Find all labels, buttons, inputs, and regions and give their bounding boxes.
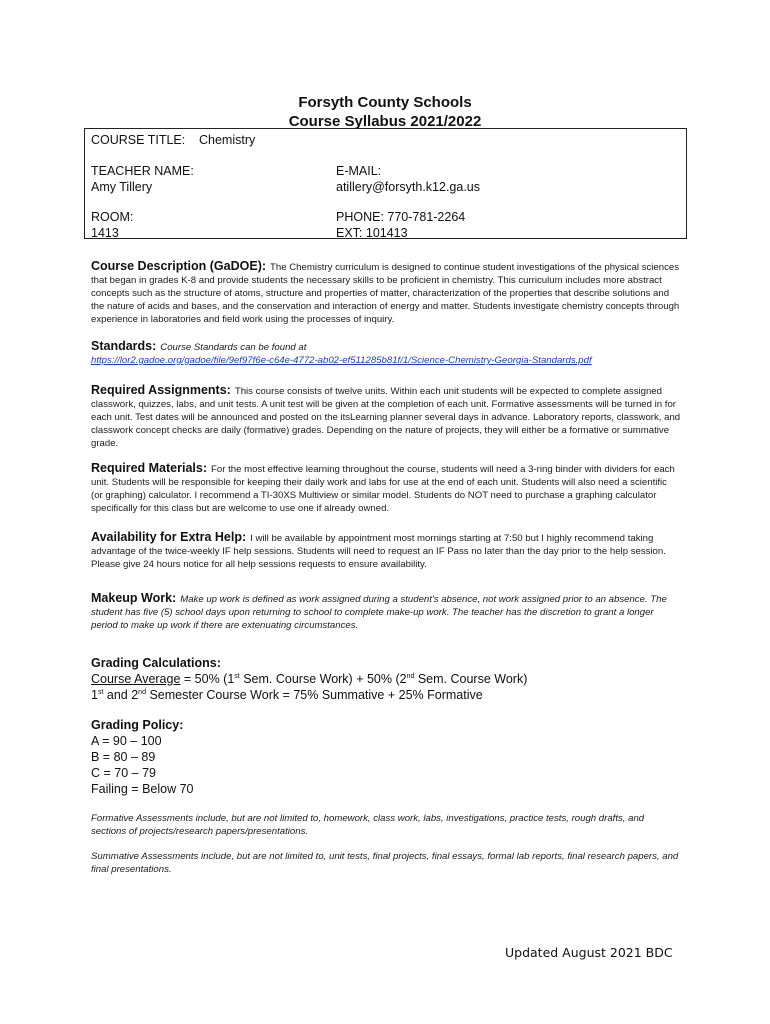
superscript-nd: nd xyxy=(406,672,415,680)
grade-item-b: B = 80 – 89 xyxy=(91,750,156,764)
school-title: Forsyth County Schools xyxy=(298,94,472,111)
grade-item-c: C = 70 – 79 xyxy=(91,766,156,780)
makeup-work-heading: Makeup Work: xyxy=(91,591,177,605)
room-value: 1413 xyxy=(91,226,119,240)
required-assignments-text: This course consists of twelve units. Within each unit students will be expected to complete assigned classwork, quizzes, labs, and unit tests. A unit test will be given at the completion of each unit. Formative assessments will be turned in for each unit. Test dates will be announced and posted on the itsLearning planner several days in advance. Laboratory reports, classwork, and classwork concept checks are daily (formative) grades. Depending on the nature of projects, they will either be a formative or summative grade. xyxy=(91,386,681,449)
updated-footer: Updated August 2021 BDC xyxy=(505,945,673,960)
extra-help-heading: Availability for Extra Help: xyxy=(91,530,247,544)
teacher-name-label: TEACHER NAME: xyxy=(91,164,194,178)
standards-section xyxy=(91,340,681,367)
grade-item-a: A = 90 – 100 xyxy=(91,734,162,748)
ext-text: EXT: 101413 xyxy=(336,226,408,240)
course-average-part-b: Sem. Course Work) + 50% (2 xyxy=(239,672,407,686)
course-average-part-c: Sem. Course Work) xyxy=(414,672,528,686)
summative-note: Summative Assessments include, but are not limited to, unit tests, final projects, final essays, formal lab reports, final research papers, and final presentations. xyxy=(91,851,679,875)
grading-line-semester-work xyxy=(91,687,681,703)
superscript-st: st xyxy=(234,672,240,680)
formative-note: Formative Assessments include, but are not limited to, homework, class work, labs, investigations, practice tests, rough drafts, and sections of projects/research papers/presentations. xyxy=(91,813,645,837)
standards-intro: Course Standards can be found at xyxy=(160,342,307,353)
course-info-box xyxy=(84,128,687,239)
phone-text: PHONE: 770-781-2264 xyxy=(336,210,466,224)
superscript-nd: nd xyxy=(138,688,146,696)
semester-work-part-a: 1 xyxy=(91,688,98,702)
grading-calculations-section xyxy=(91,655,681,703)
required-assignments-section xyxy=(91,384,681,450)
standards-link[interactable]: https://lor2.gadoe.org/gadoe/file/9ef97f6e-c64e-4772-ab02-ef511285b81f/1/Science-Chemistry-Georgia-Standards.pdf xyxy=(91,355,592,366)
grade-item-failing: Failing = Below 70 xyxy=(91,782,194,796)
required-materials-text: For the most effective learning throughout the course, students will need a 3-ring binder with dividers for each unit. Students will be responsible for keeping their daily work and labs for use at the end of each unit. Students will also need a scientific (or graphing) calculator. I recommend a TI-30XS Multiview or similar model. Students do NOT need to purchase a graphing calculator specifically for this class but are welcome to use one if already owned. xyxy=(91,464,675,514)
extra-help-section xyxy=(91,531,681,571)
email-value[interactable]: atillery@forsyth.k12.ga.us xyxy=(336,180,481,194)
grading-policy-section xyxy=(91,717,681,797)
course-title-value: Chemistry xyxy=(199,133,256,147)
email-label: E-MAIL: xyxy=(336,164,382,178)
required-assignments-heading: Required Assignments: xyxy=(91,383,231,397)
makeup-work-text: Make up work is defined as work assigned during a student's absence, not work assigned prior to an absence. The student has five (5) school days upon returning to school to complete make-up work. The teacher has the discretion to grant a longer period to make up work if there are extenuating circumstances. xyxy=(91,594,667,631)
grading-policy-heading: Grading Policy: xyxy=(91,718,184,732)
course-description-heading: Course Description (GaDOE): xyxy=(91,259,267,273)
course-average-part-a: = 50% (1 xyxy=(180,672,235,686)
semester-work-part-c: Semester Course Work = 75% Summative + 25% Formative xyxy=(145,688,483,702)
extra-help-text: I will be available by appointment most mornings starting at 7:50 but I highly recommend taking advantage of the twice-weekly IF help sessions. Students will need to request an IF Pass no later than the day prior to the help session. Please give 24 hours notice for all help sessions requests to ensure availability. xyxy=(91,533,666,570)
required-materials-section xyxy=(91,462,681,515)
teacher-name-value: Amy Tillery xyxy=(91,180,153,194)
room-label: ROOM: xyxy=(91,210,134,224)
course-description-text: The Chemistry curriculum is designed to continue student investigations of the physical sciences that began in grades K-8 and provide students the necessary skills to be proficient in chemistry. This curriculum includes more abstract concepts such as the structure of atoms, structure and properties of matter, characterization of the properties that describe solutions and the nature of acids and bases, and the conservation and interaction of energy and matter. Students investigate chemistry concepts through experience in laboratories and field work using the processes of inquiry. xyxy=(91,262,680,325)
semester-work-part-b: and 2 xyxy=(103,688,139,702)
course-description-section xyxy=(91,260,681,326)
makeup-work-section xyxy=(91,592,681,632)
grading-line-course-average xyxy=(91,671,681,687)
course-average-label: Course Average xyxy=(91,672,181,686)
grading-calculations-heading: Grading Calculations: xyxy=(91,656,221,670)
superscript-st: st xyxy=(97,688,104,696)
course-title-label: COURSE TITLE: xyxy=(91,133,186,147)
standards-heading: Standards: xyxy=(91,339,157,353)
syllabus-title: Course Syllabus 2021/2022 xyxy=(288,113,482,130)
required-materials-heading: Required Materials: xyxy=(91,461,208,475)
